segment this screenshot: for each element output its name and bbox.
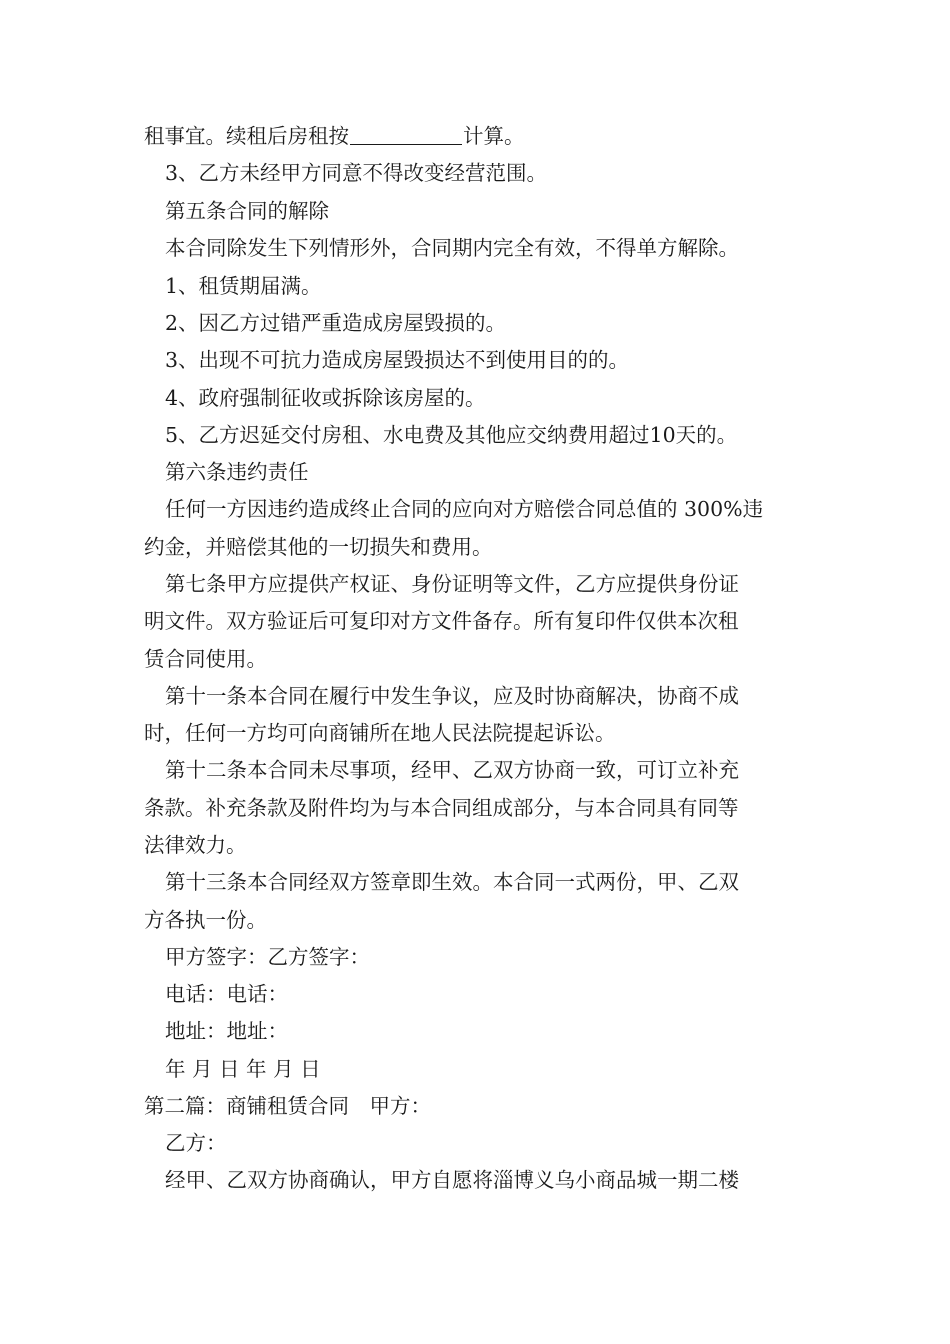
paragraph-line: 第十三条本合同经双方签章即生效。本合同一式两份，甲、乙双 (165, 870, 739, 894)
address-line: 地址：地址： (165, 1019, 288, 1043)
paragraph-line: 条款。补充条款及附件均为与本合同组成部分，与本合同具有同等 (144, 796, 739, 820)
paragraph-line: 明文件。双方验证后可复印对方文件备存。所有复印件仅供本次租 (144, 609, 739, 633)
phone-line: 电话：电话： (165, 982, 288, 1006)
section-heading: 第五条合同的解除 (165, 199, 329, 223)
paragraph-line: 第十一条本合同在履行中发生争议，应及时协商解决，协商不成 (165, 684, 739, 708)
date-line: 年 月 日 年 月 日 (165, 1057, 321, 1081)
paragraph-line: 任何一方因违约造成终止合同的应向对方赔偿合同总值的 300%违 (165, 497, 764, 521)
line-text: 租事宜。续租后房租按 (144, 124, 349, 148)
paragraph-line: 时，任何一方均可向商铺所在地人民法院提起诉讼。 (144, 721, 616, 745)
paragraph-line: 3、乙方未经甲方同意不得改变经营范围。 (165, 161, 548, 185)
paragraph-line: 法律效力。 (144, 833, 247, 857)
paragraph-line: 赁合同使用。 (144, 647, 267, 671)
list-item: 1、租赁期届满。 (165, 274, 322, 298)
paragraph-line: 约金，并赔偿其他的一切损失和费用。 (144, 535, 493, 559)
paragraph-line: 方各执一份。 (144, 908, 267, 932)
party-line: 乙方： (165, 1131, 227, 1155)
paragraph-line: 本合同除发生下列情形外，合同期内完全有效，不得单方解除。 (165, 236, 739, 260)
list-item: 3、出现不可抗力造成房屋毁损达不到使用目的的。 (165, 348, 630, 372)
list-item: 4、政府强制征收或拆除该房屋的。 (165, 386, 486, 410)
line-text: 计算。 (463, 124, 525, 148)
paragraph-line: 经甲、乙双方协商确认，甲方自愿将淄博义乌小商品城一期二楼 (165, 1168, 739, 1192)
paragraph-line: 第七条甲方应提供产权证、身份证明等文件，乙方应提供身份证 (165, 572, 739, 596)
section-heading: 第六条违约责任 (165, 460, 309, 484)
part-heading: 第二篇：商铺租赁合同 甲方： (144, 1094, 431, 1118)
fill-in-blank (350, 124, 462, 145)
paragraph-line (144, 121, 525, 151)
list-item: 5、乙方迟延交付房租、水电费及其他应交纳费用超过10天的。 (165, 423, 738, 447)
paragraph-line: 第十二条本合同未尽事项，经甲、乙双方协商一致，可订立补充 (165, 758, 739, 782)
list-item: 2、因乙方过错严重造成房屋毁损的。 (165, 311, 507, 335)
signature-line: 甲方签字：乙方签字： (165, 945, 370, 969)
